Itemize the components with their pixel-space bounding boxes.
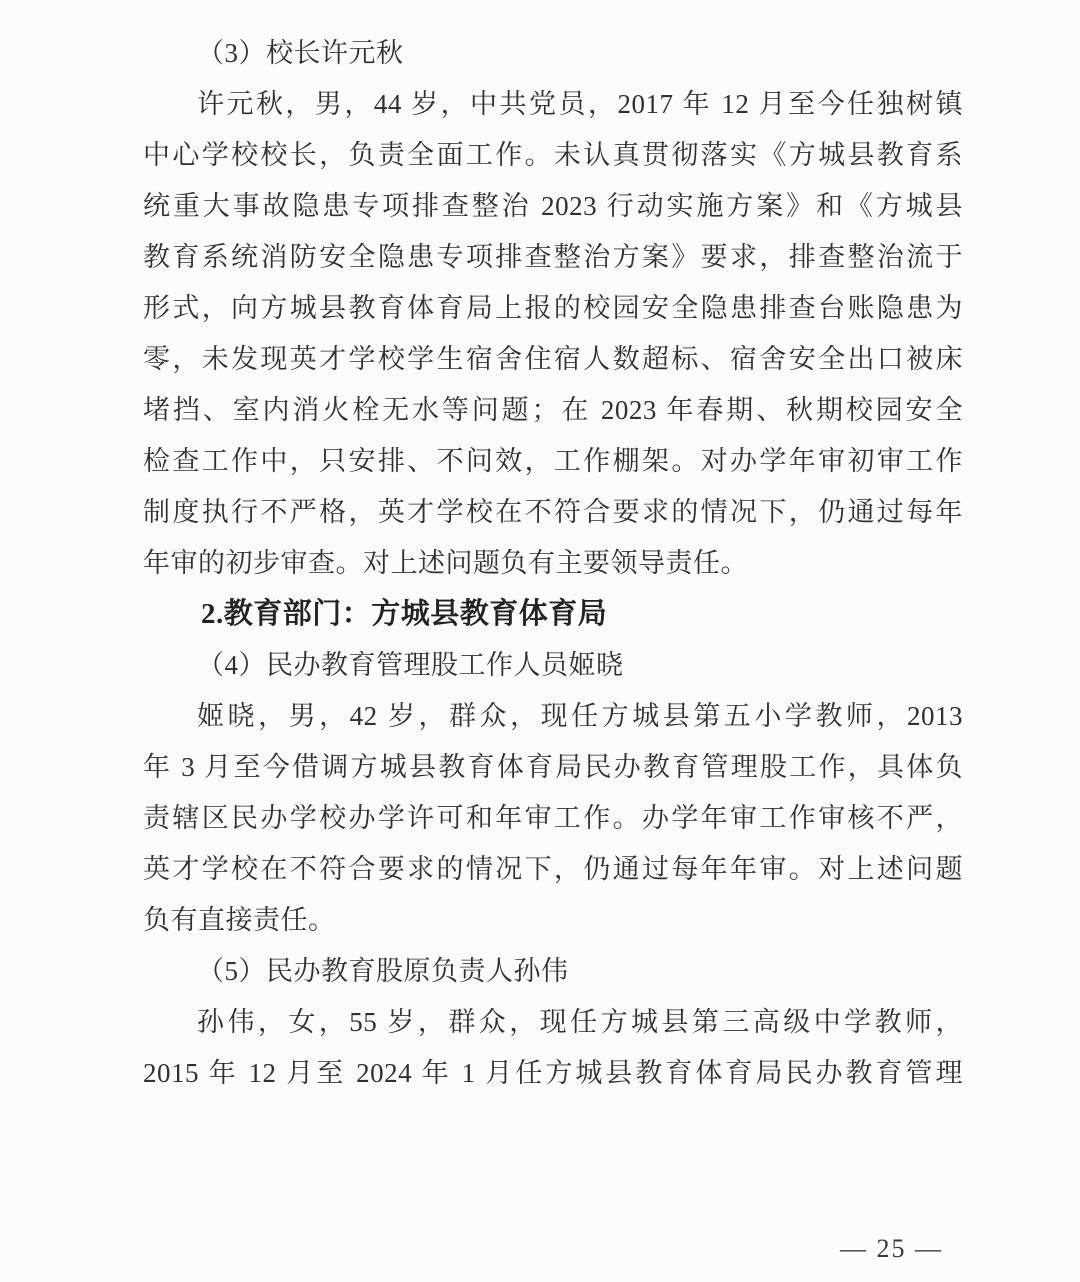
text-line: 堵挡、室内消火栓无水等问题；在 2023 年春期、秋期校园安全 [143, 395, 963, 425]
document-body [143, 28, 963, 1099]
section-heading: 2.教育部门：方城县教育体育局 [201, 598, 608, 630]
text-line: 责辖区民办学校办学许可和年审工作。办学年审工作审核不严， [143, 803, 963, 833]
text-line: 英才学校在不符合要求的情况下，仍通过每年年审。对上述问题 [143, 854, 963, 884]
text-line: 中心学校校长，负责全面工作。未认真贯彻落实《方城县教育系 [143, 140, 963, 170]
text-line: 教育系统消防安全隐患专项排查整治方案》要求，排查整治流于 [143, 242, 963, 272]
text-line: 检查工作中，只安排、不问效，工作棚架。对办学年审初审工作 [143, 446, 963, 476]
text-line: 年审的初步审查。对上述问题负有主要领导责任。 [143, 548, 748, 578]
text-line: 2015 年 12 月至 2024 年 1 月任方城县教育体育局民办教育管理 [143, 1058, 963, 1088]
text-line: 年 3 月至今借调方城县教育体育局民办教育管理股工作，具体负 [143, 752, 963, 782]
text-line: 统重大事故隐患专项排查整治 2023 行动实施方案》和《方城县 [143, 191, 963, 221]
text-line: 孙伟，女，55 岁，群众，现任方城县第三高级中学教师， [197, 1007, 963, 1037]
text-line: （3）校长许元秋 [197, 38, 404, 68]
text-line: （4）民办教育管理股工作人员姬晓 [197, 650, 624, 680]
text-line: 形式，向方城县教育体育局上报的校园安全隐患排查台账隐患为 [143, 293, 963, 323]
page-number: — 25 — [840, 1234, 943, 1263]
text-line: （5）民办教育股原负责人孙伟 [197, 956, 569, 986]
text-line: 制度执行不严格，英才学校在不符合要求的情况下，仍通过每年 [143, 497, 963, 527]
text-line: 姬晓，男，42 岁，群众，现任方城县第五小学教师，2013 [197, 701, 963, 731]
text-line: 负有直接责任。 [143, 905, 336, 935]
text-line: 许元秋，男，44 岁，中共党员，2017 年 12 月至今任独树镇 [197, 89, 963, 119]
text-line: 零，未发现英才学校学生宿舍住宿人数超标、宿舍安全出口被床 [143, 344, 963, 374]
